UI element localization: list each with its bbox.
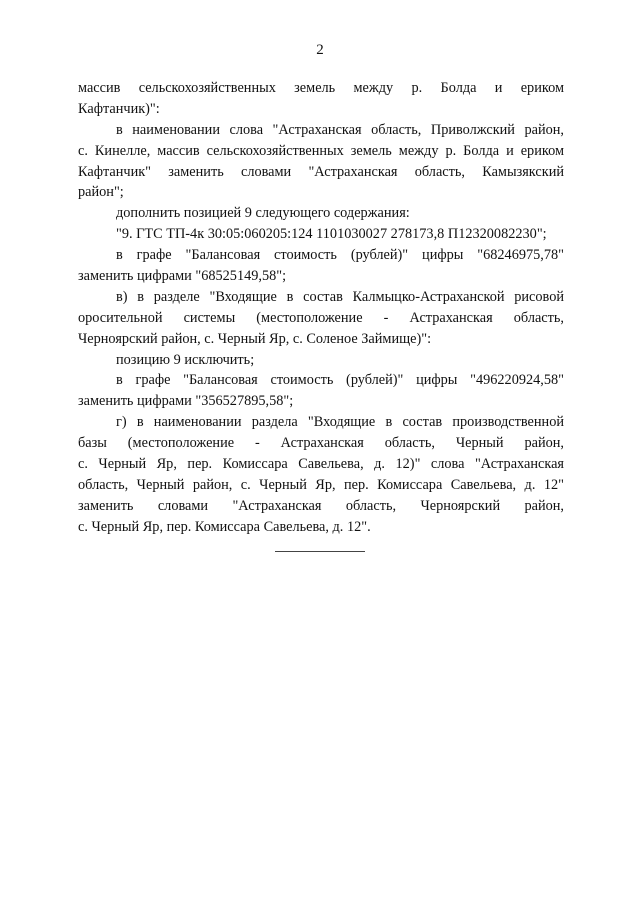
end-divider — [275, 551, 365, 552]
text-line: район"; — [78, 184, 124, 201]
text-line: базы (местоположение - Астраханская область, Черный район, — [78, 435, 564, 452]
text-line: г) в наименовании раздела "Входящие в состав производственной — [116, 414, 564, 431]
text-line: в наименовании слова "Астраханская область, Приволжский район, — [116, 121, 564, 138]
document-body — [78, 78, 564, 538]
text-line: Кафтанчик" заменить словами "Астраханская область, Камызякский — [78, 163, 564, 180]
text-line: Кафтанчик)": — [78, 100, 160, 117]
text-line: область, Черный район, с. Черный Яр, пер. Комиссара Савельева, д. 12" — [78, 476, 564, 493]
text-line: заменить цифрами "68525149,58"; — [78, 268, 287, 285]
text-line: заменить словами "Астраханская область, Черноярский район, — [78, 497, 564, 514]
text-line: позицию 9 исключить; — [116, 351, 255, 368]
page-number: 2 — [316, 42, 324, 58]
text-line: оросительной системы (местоположение - Астраханская область, — [78, 309, 564, 326]
text-line: с. Черный Яр, пер. Комиссара Савельева, д. 12". — [78, 518, 371, 535]
text-line: с. Кинелле, массив сельскохозяйственных земель между р. Болда и ериком — [78, 142, 564, 159]
text-line: Черноярский район, с. Черный Яр, с. Соленое Займище)": — [78, 330, 432, 347]
text-line: в графе "Балансовая стоимость (рублей)" цифры "68246975,78" — [116, 247, 564, 264]
text-line: с. Черный Яр, пер. Комиссара Савельева, д. 12)" слова "Астраханская — [78, 456, 564, 473]
text-line: дополнить позицией 9 следующего содержания: — [116, 205, 410, 222]
text-line: заменить цифрами "356527895,58"; — [78, 393, 294, 410]
text-line: массив сельскохозяйственных земель между р. Болда и ериком — [78, 80, 564, 96]
text-line: в) в разделе "Входящие в состав Калмыцко-Астраханской рисовой — [116, 288, 564, 305]
text-line: в графе "Балансовая стоимость (рублей)" цифры "496220924,58" — [116, 372, 564, 389]
text-line: "9. ГТС ТП-4к 30:05:060205:124 1101030027 278173,8 П12320082230"; — [116, 226, 547, 243]
